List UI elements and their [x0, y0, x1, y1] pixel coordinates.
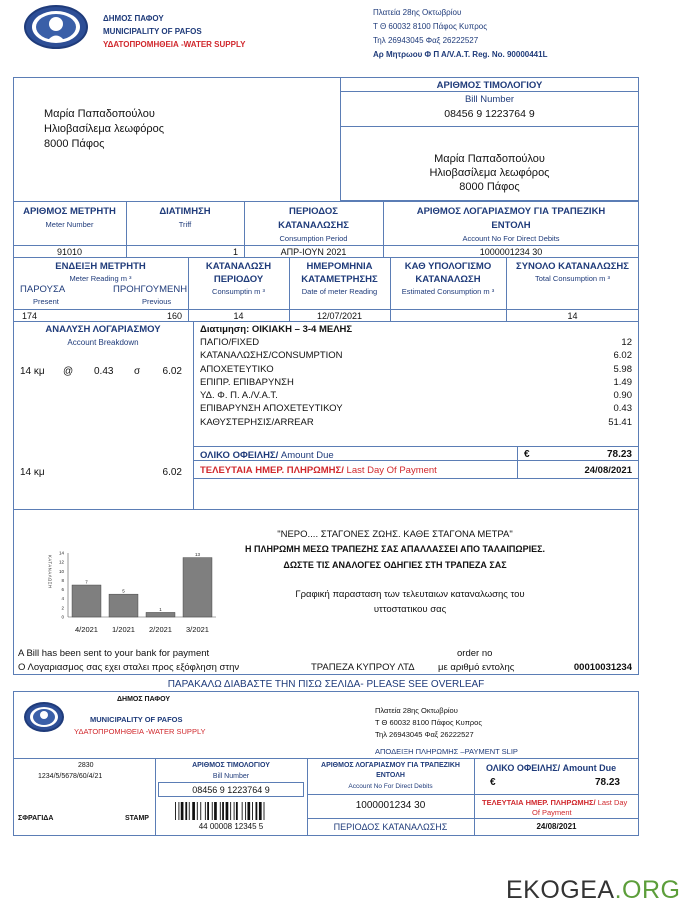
chart-category-label: 2/2021	[149, 625, 172, 634]
graph-caption-2: υττοστατικου σας	[373, 604, 447, 615]
overleaf-notice: ΠΑΡΑΚΑΛΩ ΔΙΑΒΑΣΤΕ ΤΗΝ ΠΙΣΩ ΣΕΛΙΔΑ- PLEASE SEE OVERLEAF	[167, 679, 485, 690]
bank-sent-en: A Bill has been sent to your bank for payment	[18, 648, 210, 659]
slip-account-sub: Account No For Direct Debits	[348, 783, 433, 790]
period-label-1: ΠΕΡΙΟΔΟΣ	[289, 206, 338, 217]
breakdown-item-value: 0.90	[613, 390, 632, 402]
chart-data-label: 7	[85, 579, 88, 585]
slip-address-2: Τ Θ 60032 8100 Πάφος Κυπρος	[375, 718, 482, 727]
period-value: ΑΠΡ-ΙΟΥΝ 2021	[280, 247, 347, 257]
estimated-label-2: ΚΑΤΑΝΑΛΩΣΗ	[415, 274, 481, 285]
tariff-sub: Triff	[178, 220, 192, 229]
bill-number-label-gr: ΑΡΙΘΜΟΣ ΤΙΜΟΛΟΓΙΟΥ	[436, 80, 543, 91]
org-name-gr: ΔΗΜΟΣ ΠΑΦΟΥ	[103, 14, 164, 23]
chart-bar	[109, 594, 138, 617]
period-label-2: ΚΑΤΑΝΑΛΩΣΗΣ	[278, 220, 349, 231]
slip-org-gr: ΔΗΜΟΣ ΠΑΦΟΥ	[117, 696, 171, 703]
customer-city-right: 8000 Πάφος	[459, 181, 520, 193]
slip-stamp-en: STAMP	[125, 815, 149, 822]
account-sub: Account No For Direct Debits	[462, 234, 560, 243]
tariff-label: ΔΙΑΤΙΜΗΣΗ	[159, 206, 211, 217]
slip-address-1: Πλατεία 28ης Οκτωβρίου	[375, 706, 458, 715]
chart-category-label: 1/2021	[112, 625, 135, 634]
breakdown-item-value: 1.49	[613, 376, 632, 388]
reading-date-value: 12/07/2021	[316, 311, 363, 321]
vat-reg: Αρ Μητρωου Φ Π Α/V.A.T. Reg. No. 90000441L	[373, 50, 548, 59]
slip-currency: €	[490, 777, 496, 788]
breakdown-item-label: ΕΠΙΠΡ. ΕΠΙΒΑΡΥΝΣΗ	[200, 376, 294, 388]
consumption-sub: Consumptin m ³	[212, 287, 265, 296]
slip-address-3: Τηλ 26943045 Φαξ 26222527	[375, 730, 474, 739]
slip-barcode	[175, 802, 293, 820]
reading-date-sub: Date of meter Reading	[301, 287, 378, 296]
total-consumption-sub: Total Consumption m ³	[534, 274, 611, 283]
last-day-label: ΤΕΛΕΥΤΑΙΑ ΗΜΕΡ. ΠΛΗΡΩΜΗΣ/ Last Day Of Payment	[200, 465, 437, 476]
breakdown-item	[200, 390, 632, 403]
breakdown-item-value: 5.98	[613, 363, 632, 375]
period-sub: Consumption Period	[279, 234, 348, 243]
breakdown-item	[200, 417, 632, 430]
reading-date-label-1: ΗΜΕΡΟΜΗΝΙΑ	[306, 261, 373, 272]
slip-title: ΑΠΟΔΕΙΞΗ ΠΛΗΡΩΜΗΣ –PAYMENT SLIP	[375, 747, 518, 756]
line1-at: @	[63, 366, 74, 377]
breakdown-item-value: 6.02	[613, 350, 632, 362]
slip-account-label-1: ΑΡΙΘΜΟΣ ΛΟΓΑΡΙΑΣΜΟΥ ΓΙΑ ΤΡΑΠΕΖΙΚΗ	[321, 762, 460, 769]
account-label-1: ΑΡΙΘΜΟΣ ΛΟΓΑΡΙΑΣΜΟΥ ΓΙΑ ΤΡΑΠΕΖΙΚΗ	[416, 206, 606, 217]
meter-number-label: ΑΡΙΘΜΟΣ ΜΕΤΡΗΤΗ	[23, 206, 116, 217]
slip-org-en: MUNICIPALITY OF PAFOS	[90, 715, 183, 724]
chart-y-tick: 6	[61, 587, 64, 593]
breakdown-items	[200, 337, 632, 430]
slip-municipality-logo	[24, 702, 64, 732]
present-value: 174	[22, 311, 38, 321]
chart-data-label: 1	[159, 606, 162, 612]
breakdown-item	[200, 350, 632, 363]
meter-number-value: 91010	[56, 247, 83, 257]
chart-y-label: ΚΑΤΑΝΑΛΩΣΗ	[47, 555, 53, 589]
consumption-label-2: ΠΕΡΙΟΔΟΥ	[213, 274, 264, 285]
breakdown-item-label: ΥΔ. Φ. Π. Α./V.A.T.	[200, 390, 278, 402]
breakdown-item	[200, 403, 632, 416]
tariff-title: Διατιμηση: ΟΙΚΙΑΚΗ – 3-4 ΜΕΛΗΣ	[200, 324, 353, 335]
meter-number-sub: Meter Number	[45, 220, 94, 229]
customer-name-right: Μαρία Παπαδοπούλου	[434, 153, 545, 165]
address-line-2: Τ Θ 60032 8100 Πάφος Κυπρος	[373, 22, 488, 31]
customer-street-right: Ηλιοβασίλεμα λεωφόρος	[429, 167, 550, 179]
currency-symbol: €	[524, 449, 530, 460]
customer-city: 8000 Πάφος	[44, 138, 105, 150]
municipality-logo	[24, 5, 88, 49]
breakdown-item	[200, 337, 632, 350]
slip-code-2: 1234/5/5678/60/4/21	[38, 773, 103, 780]
previous-label: ΠΡΟΗΓΟΥΜΕΝΗ	[113, 284, 188, 295]
present-sub: Present	[33, 297, 59, 306]
amount-due-label: ΟΛΙΚΟ ΟΦΕΙΛΗΣ/ Amount Due	[200, 450, 334, 461]
consumption-label-1: ΚΑΤΑΝΑΛΩΣΗ	[205, 261, 272, 272]
breakdown-item-value: 51.41	[608, 416, 632, 428]
with-order-label: με αριθμό εντολης	[438, 662, 515, 673]
chart-y-tick: 2	[61, 605, 64, 611]
breakdown-item	[200, 364, 632, 377]
chart-y-tick: 4	[61, 596, 64, 602]
slip-amount-due-label: ΟΛΙΚΟ ΟΦΕΙΛΗΣ/ Amount Due	[486, 763, 617, 773]
slip-bill-value: 08456 9 1223764 9	[192, 785, 270, 795]
chart-bar	[146, 612, 175, 617]
slip-last-day-label: ΤΕΛΕΥΤΑΙΑ ΗΜΕΡ. ΠΛΗΡΩΜΗΣ/ Last Day	[482, 798, 628, 807]
customer-street: Ηλιοβασίλεμα λεωφόρος	[44, 123, 165, 135]
slip-bill-label-gr: ΑΡΙΘΜΟΣ ΤΙΜΟΛΟΓΙΟΥ	[192, 762, 270, 769]
consumption-chart	[40, 545, 220, 640]
slip-dept: ΥΔΑΤΟΠΡΟΜΗΘΕΙΑ -WATER SUPPLY	[74, 727, 206, 736]
total-consumption-label: ΣΥΝΟΛΟ ΚΑΤΑΝΑΛΩΣΗΣ	[516, 261, 629, 272]
org-name-en: MUNICIPALITY OF PAFOS	[103, 27, 202, 36]
bank-sent-gr: Ο Λογαριασμος σας εχει σταλει προς εξόφληση στην	[18, 662, 240, 673]
amount-due-value: 78.23	[606, 449, 632, 460]
bill-number-value: 08456 9 1223764 9	[444, 108, 535, 120]
bank-name: ΤΡΑΠΕΖΑ ΚΥΠΡΟΥ ΛΤΔ	[311, 662, 415, 673]
reading-label: ΕΝΔΕΙΞΗ ΜΕΤΡΗΤΗ	[55, 261, 146, 272]
line2-amount: 6.02	[162, 467, 182, 478]
slip-stamp-gr: ΣΦΡΑΓΙΔΑ	[18, 815, 54, 822]
last-day-value: 24/08/2021	[584, 465, 632, 476]
chart-y-tick: 14	[58, 550, 64, 556]
message-line-2: Η ΠΛΗΡΩΜΗ ΜΕΣΩ ΤΡΑΠΕΖΗΣ ΣΑΣ ΑΠΑΛΛΑΣΣΕΙ ΑΠΟ ΤΑΛΑΙΠΩΡΙΕΣ.	[245, 544, 545, 554]
breakdown-item-label: ΠΑΓΙΟ/FIXED	[200, 337, 260, 348]
customer-name: Μαρία Παπαδοπούλου	[44, 108, 155, 120]
tariff-value: 1	[232, 247, 238, 257]
slip-account-label-2: ΕΝΤΟΛΗ	[376, 772, 405, 779]
breakdown-item-value: 0.43	[613, 403, 632, 415]
chart-y-tick: 12	[58, 559, 64, 565]
slip-period-label: ΠΕΡΙΟΔΟΣ ΚΑΤΑΝΑΛΩΣΗΣ	[333, 822, 448, 832]
consumption-value: 14	[233, 311, 244, 321]
line2-qty: 14 κμ	[20, 467, 45, 478]
address-line-3: Τηλ 26943045 Φαξ 26222527	[373, 36, 479, 45]
breakdown-item	[200, 377, 632, 390]
present-label: ΠΑΡΟΥΣΑ	[20, 284, 66, 295]
estimated-sub: Estimated Consumption m ³	[401, 287, 495, 296]
account-label-2: ΕΝΤΟΛΗ	[491, 220, 531, 231]
line1-rate: 0.43	[94, 366, 114, 377]
total-consumption-value: 14	[567, 311, 578, 321]
ekogea-watermark: EKOGEA.ORG	[506, 876, 681, 904]
line1-amount: 6.02	[162, 366, 182, 377]
chart-category-label: 3/2021	[186, 625, 209, 634]
slip-amount-due-value: 78.23	[594, 777, 620, 788]
chart-bar	[72, 585, 101, 617]
order-no-label: order no	[457, 648, 493, 659]
breakdown-item-label: ΑΠΟΧΕΤΕΥΤΙΚΟ	[200, 363, 274, 375]
breakdown-item-label: ΚΑΘΥΣΤΕΡΗΣΙΣ/ARREAR	[200, 416, 314, 428]
breakdown-title: ΑΝΑΛΥΣΗ ΛΟΓΑΡΙΑΣΜΟΥ	[45, 324, 161, 335]
slip-barcode-number: 44 00008 12345 5	[198, 822, 264, 831]
slip-code-1: 2830	[78, 762, 94, 769]
chart-bar	[183, 558, 212, 617]
chart-category-label: 4/2021	[75, 625, 98, 634]
previous-sub: Previous	[142, 297, 172, 306]
line1-qty: 14 κμ	[20, 366, 45, 377]
message-line-3: ΔΩΣΤΕ ΤΙΣ ΑΝΑΛΟΓΕΣ ΟΔΗΓΙΕΣ ΣΤΗ ΤΡΑΠΕΖΑ ΣΑΣ	[283, 560, 507, 570]
chart-y-tick: 0	[61, 614, 64, 620]
message-line-1: "ΝΕΡΟ.... ΣΤΑΓΟΝΕΣ ΖΩΗΣ. ΚΑΘΕ ΣΤΑΓΟΝΑ ΜΕΤΡΑ"	[277, 529, 513, 540]
line1-eq: σ	[134, 366, 141, 377]
slip-last-day-value: 24/08/2021	[536, 822, 577, 831]
breakdown-item-label: ΕΠΙΒΑΡΥΝΣΗ ΑΠΟΧΕΤΕΥΤΙΚΟΥ	[200, 403, 343, 415]
chart-y-tick: 8	[61, 577, 64, 583]
breakdown-sub: Account Breakdown	[67, 338, 139, 347]
dept-name: ΥΔΑΤΟΠΡΟΜΗΘΕΙΑ -WATER SUPPLY	[103, 40, 246, 49]
slip-last-day-label-2: Of Payment	[532, 808, 572, 817]
estimated-label-1: ΚΑΘ ΥΠΟΛΟΓΙΣΜΟ	[404, 261, 492, 272]
graph-caption-1: Γραφική παρασταση των τελευταιων καταναλωσης του	[295, 589, 525, 600]
order-number: 00010031234	[573, 662, 632, 673]
account-value: 1000001234 30	[479, 247, 543, 257]
chart-data-label: 5	[122, 588, 125, 594]
bill-number-label-en: Bill Number	[464, 94, 515, 105]
chart-y-tick: 10	[58, 568, 64, 574]
reading-date-label-2: ΚΑΤΑΜΕΤΡΗΣΗΣ	[301, 274, 378, 285]
previous-value: 160	[166, 311, 182, 321]
breakdown-item-label: ΚΑΤΑΝΑΛΩΣΗΣ/CONSUMPTION	[200, 350, 343, 362]
slip-account-value: 1000001234 30	[355, 800, 426, 811]
slip-bill-label-en: Bill Number	[212, 773, 250, 780]
reading-sub: Meter Reading m ³	[69, 274, 132, 283]
chart-data-label: 13	[194, 552, 201, 558]
address-line-1: Πλατεία 28ης Οκτωβρίου	[373, 8, 462, 17]
breakdown-item-value: 12	[621, 337, 632, 348]
